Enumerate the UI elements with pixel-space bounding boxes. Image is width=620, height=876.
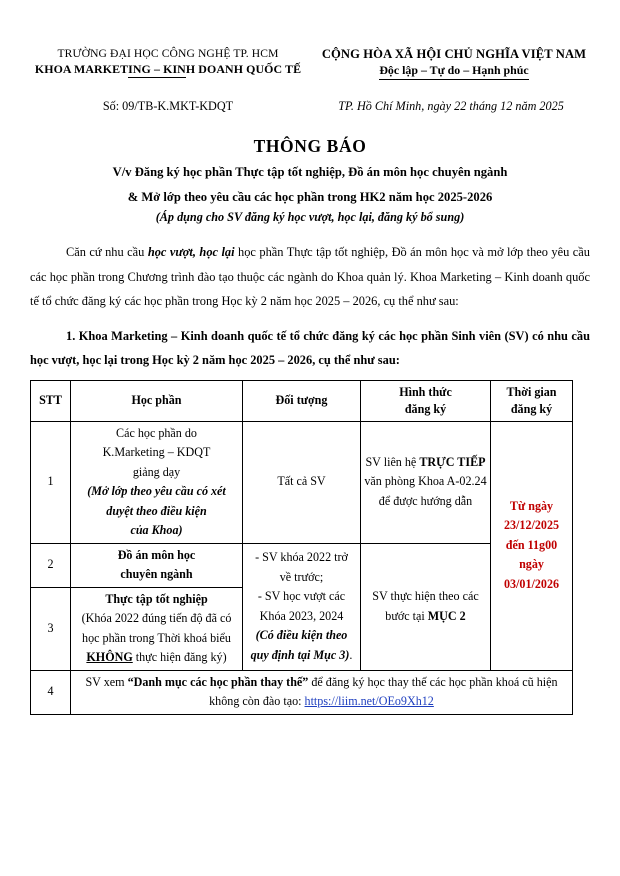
row-1-hoc-phan-line-3: giảng dạy [132,464,181,479]
page-title: THÔNG BÁO [253,136,367,156]
row-1-hoc-phan-note-line-2: duyệt theo điều kiện [106,503,207,518]
row-4-stt: 4 [31,670,71,714]
row-1-doi-tuong: Tất cả SV [243,421,361,543]
row-1-hoc-phan-note-line-3: của Khoa) [130,523,183,537]
registration-period-line-5: 03/01/2026 [503,576,560,591]
rows-2-3-hinh-thuc-part-1: SV thực hiện theo các bước tại [372,589,479,623]
row-2-hoc-phan-line-1: Đồ án môn học [117,547,196,562]
letterhead-left [30,46,306,77]
rows-2-3-doi-tuong-line-1: - SV khóa 2022 trở [255,550,348,564]
table-row [31,421,573,543]
faculty-name-part-a: KHOA MARKET [34,62,129,76]
faculty-name-part-c: H DOANH QUỐC TẾ [185,62,302,76]
replacement-course-list-link[interactable]: https://liim.net/OEo9Xh12 [304,694,434,708]
rows-2-3-doi-tuong-note-emphasis: quy định tại Mục 3) [250,647,350,662]
row-1-hoc-phan-note-line-1: (Mở lớp theo yêu cầu có xét [87,484,226,498]
rows-2-3-doi-tuong-note-period: . [349,647,353,662]
registration-period-line-2: 23/12/2025 [503,518,560,533]
title-block [30,135,590,227]
reference-row [30,99,590,114]
column-header-thoi-gian-line-2: đăng ký [510,401,553,416]
letterhead-right [318,46,590,79]
faculty-name [30,61,306,77]
rows-2-3-doi-tuong-note-line-1: (Có điều kiện theo [255,628,348,642]
document-applies-to: (Áp dụng cho SV đăng ký học vượt, học lại, đăng ký bổ sung) [155,210,465,224]
rows-2-3-doi-tuong-line-4: Khóa 2023, 2024 [259,608,344,623]
column-header-thoi-gian [491,380,573,421]
row-1-hinh-thuc-emphasis: TRỰC TIẾP [419,454,486,469]
document-subject-line-2: & Mở lớp theo yêu cầu các học phần trong HK2 năm học 2025-2026 [127,189,493,204]
row-2-hoc-phan-line-2: chuyên ngành [120,567,193,581]
rows-2-3-doi-tuong-line-3: - SV học vượt các [257,589,346,603]
column-header-doi-tuong: Đối tượng [243,380,361,421]
row-1-hoc-phan-line-2: K.Marketing – KDQT [102,445,211,459]
national-motto [318,62,590,79]
faculty-name-part-b: ING – KIN [128,62,186,76]
column-header-hoc-phan: Học phần [71,380,243,421]
column-header-hinh-thuc [361,380,491,421]
row-4-note [71,670,573,714]
row-1-hinh-thuc-part-1: SV liên hệ [365,454,420,469]
row-3-hoc-phan-title: Thực tập tốt nghiệp [105,591,208,606]
column-header-thoi-gian-line-1: Thời gian [506,384,557,399]
row-2-hoc-phan [71,543,243,587]
organization-name: TRƯỜNG ĐẠI HỌC CÔNG NGHỆ TP. HCM [57,47,279,60]
row-1-hinh-thuc [361,421,491,543]
column-header-hinh-thuc-line-2: đăng ký [404,401,447,416]
table-header-row [31,380,573,421]
rows-2-3-doi-tuong [243,543,361,670]
registration-period-line-3: đến 11g00 [505,537,558,552]
registration-period-line-1: Từ ngày [509,498,554,513]
row-1-hoc-phan [71,421,243,543]
row-1-stt: 1 [31,421,71,543]
rows-2-3-hinh-thuc [361,543,491,670]
row-1-hinh-thuc-part-2: văn phòng Khoa A-02.24 để được hướng dẫn [364,474,487,508]
row-3-hoc-phan-note-part-1: (Khóa 2022 đúng tiến độ đã có học phần trong Thời khoá biểu [81,611,232,645]
row-3-hoc-phan-note-emphasis: KHÔNG [86,650,133,664]
rows-2-3-doi-tuong-note-line-2 [246,646,357,666]
intro-emphasis: học vượt, học lại [147,245,235,259]
row-4-note-part-2: để đăng ký học thay thế các học phần khoá cũ hiện không còn đào tạo: [209,674,558,708]
document-subject-line-1: V/v Đăng ký học phần Thực tập tốt nghiệp, Đồ án môn học chuyên ngành [112,165,508,179]
section-1-heading: 1. Khoa Marketing – Kinh doanh quốc tế tổ chức đăng ký các học phần Sinh viên (SV) có nhu cầu học vượt, học lại trong Học kỳ 2 năm học 2025 – 2026, cụ thể như sau: [30,328,590,367]
table-row [31,670,573,714]
rows-2-3-doi-tuong-line-2: về trước; [279,569,324,584]
row-1-hoc-phan-line-1: Các học phần do [116,425,197,440]
rows-2-3-hinh-thuc-emphasis: MỤC 2 [427,608,466,623]
row-2-stt: 2 [31,543,71,587]
row-3-hoc-phan-note-part-2: thực hiện đăng ký) [132,650,227,664]
row-4-note-quote: “Danh mục các học phần thay thế” [127,674,309,689]
row-3-stt: 3 [31,587,71,670]
registration-period-cell [491,421,573,670]
row-3-hoc-phan [71,587,243,670]
intro-lead: Căn cứ nhu cầu [66,245,148,259]
row-4-note-part-1: SV xem [85,674,128,689]
national-title: CỘNG HÒA XÃ HỘI CHỦ NGHĨA VIỆT NAM [321,47,587,61]
national-motto-text: Độc lập – Tự do – Hạnh phúc [379,63,528,80]
registration-table [30,380,573,715]
letterhead [30,46,590,79]
column-header-stt: STT [31,380,71,421]
column-header-hinh-thuc-line-1: Hình thức [399,384,452,399]
row-3-hoc-phan-note [74,609,239,668]
intro-paragraph [30,240,590,314]
document-number: Số: 09/TB-K.MKT-KDQT [102,99,234,113]
intro-rest: học phần Thực tập tốt nghiệp, Đồ án môn học và mở lớp theo yêu cầu các học phần trong Chương trình đào tạo thuộc các ngành do Khoa quản lý. Khoa Marketing – Kinh doanh quốc tế tổ chức đăng ký các học phần trong Học kỳ 2 năm học 2025 – 2026, cụ thể như sau: [30,245,590,308]
place-and-date: TP. Hồ Chí Minh, ngày 22 tháng 12 năm 2025 [338,99,564,113]
registration-period-line-4: ngày [519,557,544,572]
